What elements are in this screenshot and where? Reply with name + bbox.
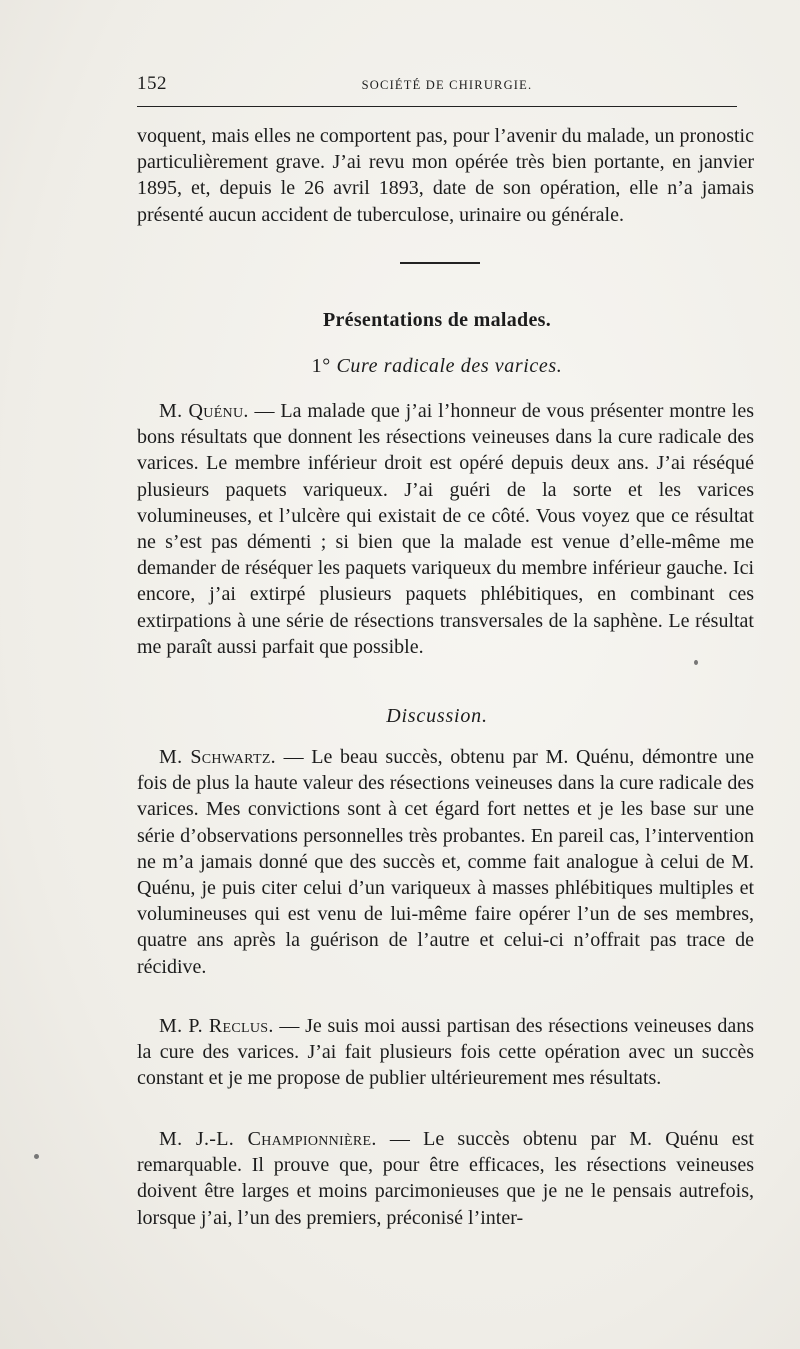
print-speck bbox=[694, 660, 698, 665]
print-speck bbox=[34, 1154, 39, 1159]
schwartz-text: — Le beau succès, obtenu par M. Quénu, démontre une fois de plus la haute valeur des résections veineuses dans la cure radicale des varices. Mes convictions sont à cet égard fort nettes et je les base sur une série d’observations personnelles très probantes. En pareil cas, l’intervention ne m’a jamais donné que des succès et, comme fait analogue à celui de M. Quénu, je puis citer celui d’un variqueux à masses phlébitiques multiples et volumineuses qui est venu de lui-même faire opérer l’un de ses membres, quatre ans après la guérison de l’autre et celui-ci n’offrait pas trace de récidive. bbox=[137, 746, 754, 978]
speaker-quenu: M. Quénu. bbox=[159, 400, 249, 422]
speaker-schwartz: M. Schwartz. bbox=[159, 746, 276, 768]
page-number: 152 bbox=[137, 73, 167, 94]
schwartz-paragraph bbox=[137, 744, 754, 980]
subsection-title-text: Cure radicale des varices. bbox=[336, 355, 563, 377]
section-separator-rule bbox=[400, 262, 480, 264]
speaker-reclus: M. P. Reclus. bbox=[159, 1015, 274, 1037]
header-rule bbox=[137, 106, 737, 107]
opening-paragraph: voquent, mais elles ne comportent pas, pour l’avenir du malade, un pronostic particulièrement grave. J’ai revu mon opérée très bien portante, en janvier 1895, et, depuis le 26 avril 1893, date de son opération, elle n’a jamais présenté aucun accident de tuberculose, urinaire ou générale. bbox=[137, 125, 754, 226]
subsection-number: 1° bbox=[311, 355, 331, 377]
quenu-paragraph bbox=[137, 398, 754, 660]
section-title: Présentations de malades. bbox=[322, 309, 552, 331]
speaker-championniere: M. J.-L. Championnière. bbox=[159, 1128, 377, 1150]
reclus-text: — Je suis moi aussi partisan des résections veineuses dans la cure des varices. J’ai fait plusieurs fois cette opération avec un succès constant et je me propose de publier ultérieurement mes résultats. bbox=[137, 1015, 754, 1090]
quenu-text: — La malade que j’ai l’honneur de vous présenter montre les bons résultats que donnent les résections veineuses dans la cure radicale des varices. Le membre inférieur droit est opéré depuis deux ans. J’ai réséqué plusieurs paquets variqueux. J’ai guéri de la sorte et les varices volumineuses, et l’ulcère qui existait de ce côté. Vous voyez que ce résultat ne s’est pas démenti ; si bien que la malade est venue d’elle-même me demander de réséquer les paquets variqueux du membre inférieur gauche. Ici encore, j’ai extirpé plusieurs paquets phlébitiques, en combinant ces extirpations à une série de résections transversales de la saphène. Le résultat me paraît aussi parfait que possible. bbox=[137, 400, 755, 658]
championniere-text: — Le succès obtenu par M. Quénu est remarquable. Il prouve que, pour être efficaces, les résections veineuses doivent être larges et moins parcimonieuses que je ne le pensais autrefois, lorsque j’ai, l’un des premiers, préconisé l’inter- bbox=[137, 1128, 754, 1229]
page-header bbox=[137, 73, 737, 97]
discussion-title: Discussion. bbox=[386, 705, 488, 727]
running-head: SOCIÉTÉ DE CHIRURGIE. bbox=[361, 78, 533, 92]
reclus-paragraph bbox=[137, 1013, 754, 1092]
subsection-title bbox=[137, 355, 737, 378]
championniere-paragraph bbox=[137, 1126, 754, 1231]
